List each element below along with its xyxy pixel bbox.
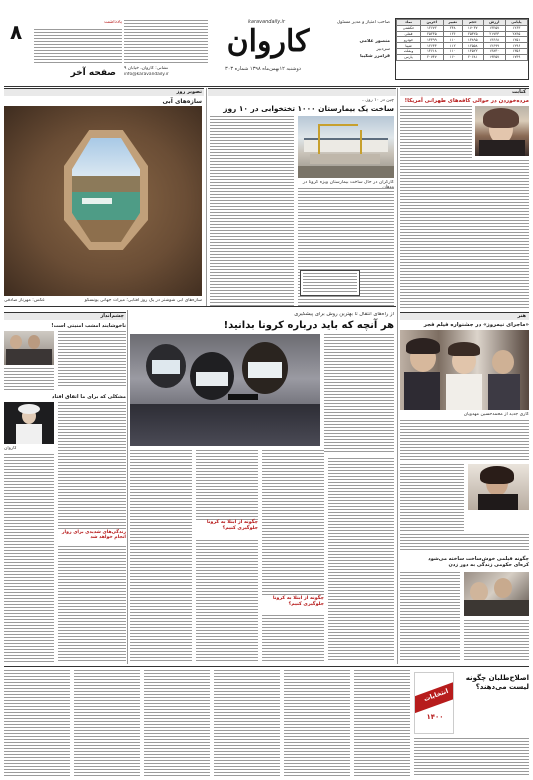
- market-table-header-cell: آخرین: [421, 20, 444, 26]
- owner-name: منصور غلامی: [359, 39, 390, 45]
- bottom-strip-col-5: [284, 670, 350, 776]
- election-poster: [414, 672, 454, 734]
- bottom-left-quote: زندگی‌های شدیدی برای زوار انجام خواهد شد: [58, 530, 126, 546]
- corona-text-col-a: [324, 334, 394, 454]
- market-table-cell: حکشتی: [397, 25, 421, 31]
- market-table-cell: شپنا: [397, 43, 421, 49]
- section-bottom-left-label: چشم‌انداز: [100, 313, 124, 319]
- corona-title: هر آنچه که باید درباره کرونا بدانید!: [223, 320, 394, 331]
- top-note-text: [34, 29, 122, 65]
- photo-of-day-title: سازه‌های آبی: [162, 98, 202, 105]
- market-table-cell: ۲۱۷۴۳: [483, 31, 505, 37]
- hospital-highlight-box: [300, 270, 360, 296]
- page-number-block: [4, 18, 122, 90]
- market-table-cell: ۲۰۷۴۷: [421, 54, 444, 60]
- hospital-title: ساخت یک بیمارستان ۱۰۰۰ تختخوابی در ۱۰ روز: [223, 104, 394, 113]
- bottom-left-text-d: [4, 454, 54, 662]
- newspaper-logo: کاروان: [226, 24, 310, 59]
- election-poster-text: انتخابات: [422, 686, 450, 704]
- photo-of-day-caption: سازه‌های آبی شوشتر در یک روز آفتابی؛ میراث جهانی یونسکو: [84, 298, 202, 303]
- market-table-cell: ۱۹۴۵۷: [483, 54, 505, 60]
- mid-rule: [4, 306, 396, 307]
- market-table-cell: ۲۰۶۸۱: [462, 54, 483, 60]
- right-lower-subhead: کره‌ای حکومی زندگی به دور زدن: [448, 562, 529, 568]
- bottom-strip-col-1: [4, 670, 70, 776]
- section-left-label: تصویر روز: [176, 89, 202, 95]
- market-table-cell: ۱۲۶: [443, 31, 462, 37]
- col-rule-3: [127, 310, 128, 664]
- market-table-cell: ۱۲۶۹۹: [483, 43, 505, 49]
- right-lower-text-a: [400, 572, 460, 662]
- market-table-header-cell: حجم: [462, 20, 483, 26]
- market-table: [395, 18, 529, 80]
- election-poster-sub: ۱۴۰۰: [426, 713, 444, 721]
- market-table-cell: ۱۲۶۷۲: [421, 25, 444, 31]
- corona-text-col-c: [196, 450, 258, 662]
- film-caption: کاری جدید از محمدحسین مهدویان: [463, 412, 529, 417]
- market-table-cell: ۱۴۶۱۸: [421, 48, 444, 54]
- corona-kicker: از راه‌های انتقال تا بهترین روش برای پیشگیری: [294, 312, 394, 317]
- bottom-left-photo-1: [4, 331, 54, 365]
- bottom-left-title: ناخوشایند امشب امنیتی است!: [51, 323, 126, 329]
- market-table-cell: ۱۴۲۵۷: [483, 25, 505, 31]
- bottom-rule: [4, 666, 529, 667]
- film-text-c: [400, 534, 529, 552]
- market-table-cell: ۲۴۸: [443, 25, 462, 31]
- election-block: [414, 670, 529, 776]
- market-table-cell: ۲۵۳۲۵: [462, 31, 483, 37]
- hospital-construction-photo: [298, 116, 394, 178]
- photo-of-day-image: [4, 106, 202, 296]
- website: karavandaily.ir: [248, 19, 285, 25]
- corona-text-col-e: [328, 458, 394, 662]
- bottom-strip-col-2: [74, 670, 140, 776]
- corona-text-col-b: [130, 450, 192, 662]
- film-photo: [400, 330, 529, 410]
- owner-label: صاحب امتیاز و مدیر مسئول: [336, 20, 390, 25]
- market-table-cell: ۲۸۴۵: [505, 31, 527, 37]
- market-table-cell: ۱۲۵۵۸: [462, 43, 483, 49]
- market-table-cell: ۱۳۵۶: [505, 48, 527, 54]
- masthead-logo-block: [210, 18, 316, 80]
- page-title: صفحه آخر: [70, 68, 116, 78]
- bottom-strip-col-3: [144, 670, 210, 776]
- film-actor-photo: [468, 464, 529, 510]
- right-lower-title: چگونه فیلمی خوش‌ساخت ساخته می‌شود: [428, 556, 529, 562]
- right-article-photo: [475, 106, 529, 156]
- market-table-cell: ۱۱۰: [443, 37, 462, 43]
- market-table-header-cell: ارزش: [483, 20, 505, 26]
- market-table-header-cell: پایانی: [505, 20, 527, 26]
- hospital-kicker: چین در ۱۰ روز...: [361, 98, 394, 103]
- election-title: اصلاح‌طلبان چگونه لیست می‌دهند؟: [465, 674, 529, 692]
- editor-label: سردبیر: [376, 46, 390, 52]
- market-table-cell: ۱۶۰: [443, 54, 462, 60]
- market-table-header-cell: تغییر: [443, 20, 462, 26]
- col-rule-1: [397, 88, 398, 664]
- market-table-cell: ۲۵۲۳۵: [421, 31, 444, 37]
- corona-red-quote-1: چگونه از ابتلا به کرونا جلوگیری کنیم؟: [196, 520, 258, 538]
- corona-text-col-d: [262, 450, 324, 662]
- right-lower-text-b: [464, 620, 529, 662]
- market-table-cell: ۱۲۵۱: [505, 37, 527, 43]
- corona-photo: [130, 334, 320, 446]
- market-table-cell: خودرو: [397, 37, 421, 43]
- market-table-cell: ۱۲۹۶: [505, 43, 527, 49]
- market-table-cell: ۱۳۶۶۸: [483, 37, 505, 43]
- section-bar-middle: [208, 88, 396, 96]
- market-table-cell: ۱۷۰۳۷: [462, 25, 483, 31]
- market-table-cell: فملی: [397, 31, 421, 37]
- photo-of-day-credit: عکس: مهرناز صادقی: [4, 298, 45, 303]
- section-right-lower-label: هنر: [517, 313, 526, 319]
- dateline: دوشنبه ۱۲بهمن‌ماه ۱۳۹۸ شماره ۳۰۳: [225, 66, 301, 72]
- market-table-cell: ۱۱۲: [443, 43, 462, 49]
- film-text: [400, 420, 529, 462]
- market-table-row: [397, 54, 528, 60]
- hospital-caption: کارگران در حال ساخت بیمارستان ویژه کرونا در: [302, 180, 394, 185]
- bottom-left-subhead: مشکلی که برای ما اتفاق افتاد: [51, 394, 126, 400]
- bottom-strip-col-6: [354, 670, 410, 776]
- editor-name: فرامرز شکیبا: [359, 53, 390, 59]
- bottom-left-photo-2: [4, 402, 54, 444]
- corona-red-quote-2: چگونه از ابتلا به کرونا جلوگیری کنیم؟: [262, 596, 324, 614]
- hospital-text-col-2: [210, 116, 294, 306]
- market-table-cell: ۱۳۸۳۰: [483, 48, 505, 54]
- col-rule-2: [206, 88, 207, 306]
- market-table-grid: [396, 19, 528, 61]
- market-table-cell: ۱۲۶۳: [505, 25, 527, 31]
- right-article-title: مرده‌خوردن در حوالی کافه‌های طهرانی آمریکا!: [404, 98, 529, 104]
- election-text: [414, 738, 529, 776]
- film-text-b: [400, 464, 464, 532]
- market-table-cell: پارس: [397, 54, 421, 60]
- film-title: «ماجرای نیمروز» در جشنواره فیلم فجر: [423, 322, 529, 328]
- right-article-text-b: [400, 160, 529, 310]
- masthead-info-right: [318, 20, 390, 80]
- market-table-header-cell: نماد: [397, 20, 421, 26]
- market-table-cell: ۱۴۵۲۲: [462, 48, 483, 54]
- right-lower-photo: [464, 572, 529, 616]
- market-table-cell: ۱۱۰: [443, 48, 462, 54]
- market-table-cell: ۱۲۶۳۳: [421, 43, 444, 49]
- market-table-cell: وبملت: [397, 48, 421, 54]
- bottom-left-caption: کاروان: [4, 446, 17, 451]
- masthead-email: info@karavandaily.ir: [124, 72, 169, 77]
- section-right-label: کتابت: [512, 89, 526, 95]
- masthead-info-left: [124, 20, 208, 80]
- top-note-label: یادداشت: [104, 20, 122, 25]
- right-article-text-a: [400, 106, 472, 158]
- page-number: ۸: [10, 20, 23, 44]
- market-table-cell: ۱۷۴۹: [505, 54, 527, 60]
- bottom-strip-col-4: [214, 670, 280, 776]
- masthead-contact-lines: [124, 20, 208, 64]
- bottom-left-text-a: [58, 331, 126, 387]
- bottom-left-text-b: [4, 368, 54, 392]
- market-table-cell: ۱۳۸۹۵: [462, 37, 483, 43]
- market-table-cell: ۱۳۳۹۹: [421, 37, 444, 43]
- masthead-contact: نشانی: کاروان، خیابان ۹: [124, 66, 169, 71]
- header-rule: [4, 86, 529, 87]
